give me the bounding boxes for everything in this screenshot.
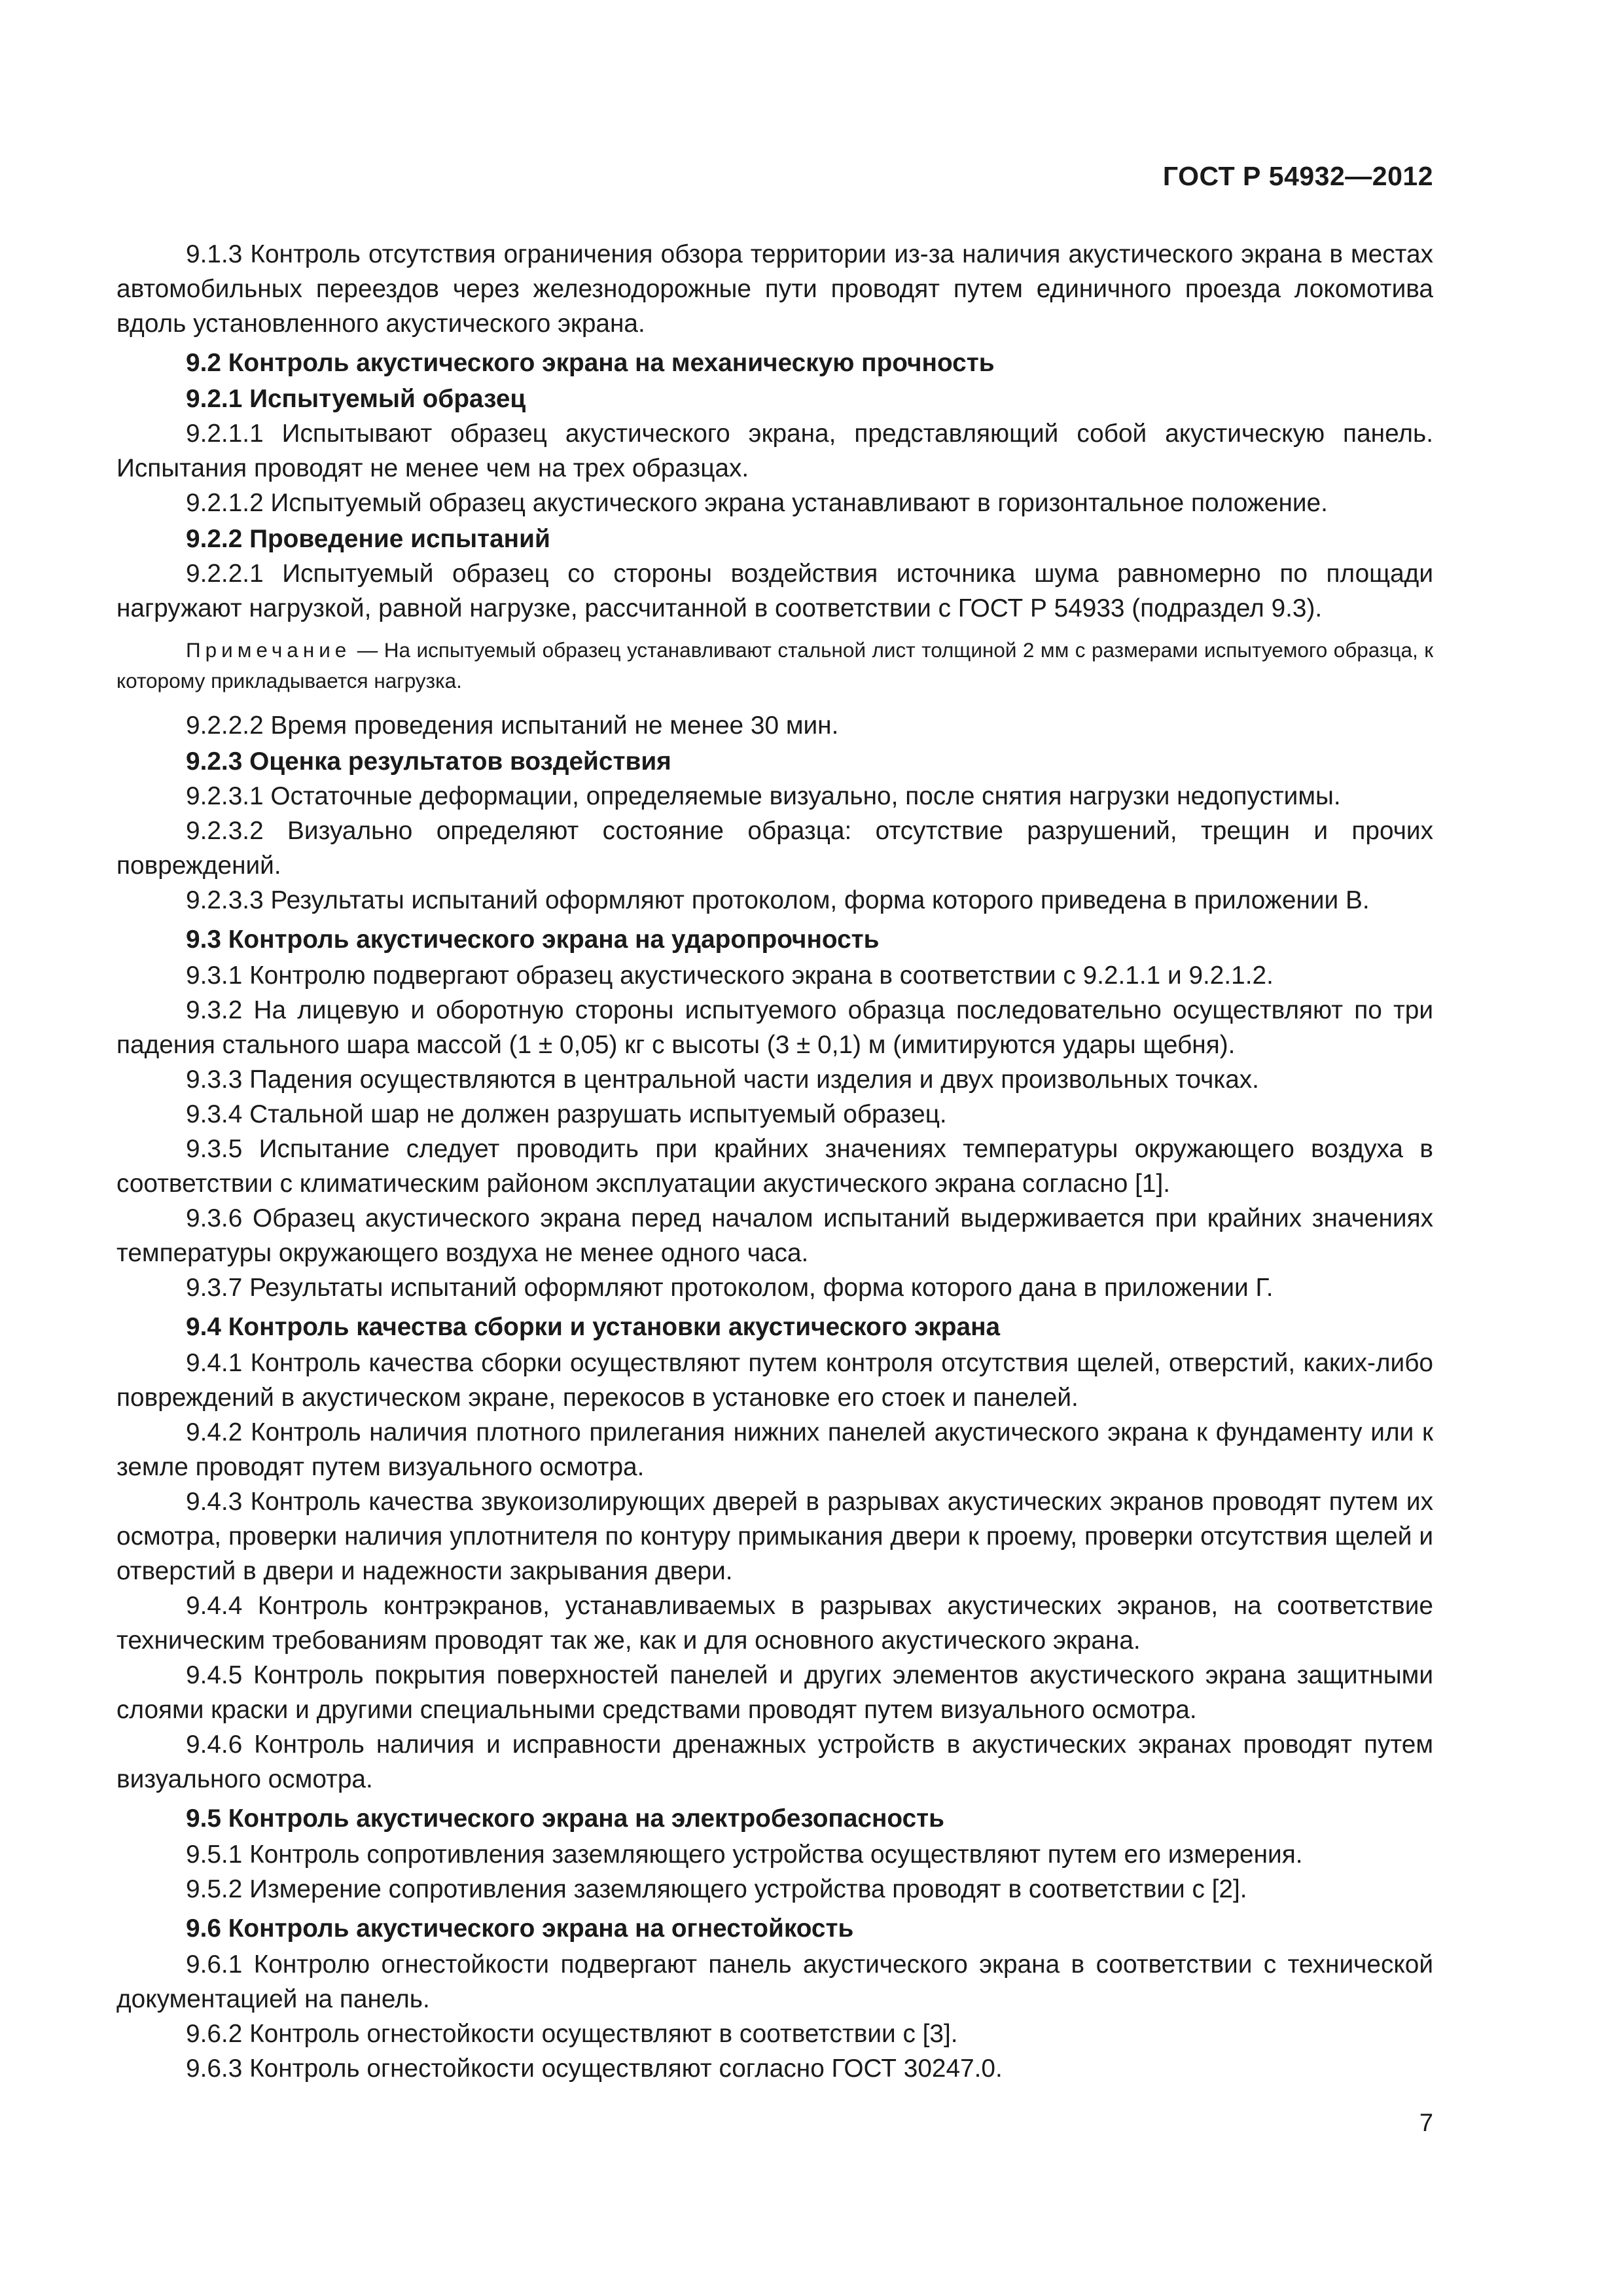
subsection-heading: 9.2.3 Оценка результатов воздействия [186, 747, 671, 776]
paragraph: 9.2.1.1 Испытывают образец акустического экрана, представляющий собой акустическую панель. Испытания проводят не менее чем на трех образцах. [116, 420, 1433, 482]
paragraph: 9.6.1 Контролю огнестойкости подвергают панель акустического экрана в соответствии с технической документацией на панель. [116, 1950, 1433, 2013]
paragraph: 9.3.4 Стальной шар не должен разрушать испытуемый образец. [186, 1100, 947, 1128]
paragraph: 9.3.2 На лицевую и оборотную стороны испытуемого образца последовательно осуществляют по три падения стального шара массой (1 ± 0,05) кг с высоты (3 ± 0,1) м (имитируются удары щебня). [116, 996, 1433, 1059]
paragraph: 9.4.4 Контроль контрэкранов, устанавливаемых в разрывах акустических экранов, на соответствие техническим требованиям проводят так же, как и для основного акустического экрана. [116, 1592, 1433, 1655]
paragraph: 9.3.7 Результаты испытаний оформляют протоколом, форма которого дана в приложении Г. [186, 1274, 1274, 1302]
note-text: — На испытуемый образец устанавливают стальной лист толщиной 2 мм с размерами испытуемого образца, к которому прикладывается нагрузка. [116, 638, 1433, 692]
paragraph: 9.2.3.2 Визуально определяют состояние образца: отсутствие разрушений, трещин и прочих повреждений. [116, 817, 1433, 880]
paragraph: 9.2.3.1 Остаточные деформации, определяемые визуально, после снятия нагрузки недопустимы. [186, 782, 1341, 810]
note-label: Примечание [186, 638, 351, 662]
paragraph: 9.1.3 Контроль отсутствия ограничения обзора территории из-за наличия акустического экрана в местах автомобильных переездов через железнодорожные пути проводят путем единичного проезда локомотива вдоль установленного акустического экрана. [116, 240, 1433, 338]
document-body [116, 237, 1433, 2086]
paragraph: 9.3.5 Испытание следует проводить при крайних значениях температуры окружающего воздуха в соответствии с климатическим районом эксплуатации акустического экрана согласно [1]. [116, 1135, 1433, 1198]
paragraph: 9.2.3.3 Результаты испытаний оформляют протоколом, форма которого приведена в приложении В. [186, 886, 1370, 914]
page-number: 7 [1419, 2109, 1433, 2137]
paragraph: 9.4.3 Контроль качества звукоизолирующих дверей в разрывах акустических экранов проводят путем их осмотра, проверки наличия уплотнителя по контуру примыкания двери к проему, проверки отсутствия щелей и отверстий в двери и надежности закрывания двери. [116, 1488, 1433, 1585]
paragraph: 9.5.2 Измерение сопротивления заземляющего устройства проводят в соответствии с [2]. [186, 1875, 1247, 1903]
paragraph: 9.6.2 Контроль огнестойкости осуществляют в соответствии с [3]. [186, 2020, 958, 2048]
paragraph: 9.3.1 Контролю подвергают образец акустического экрана в соответствии с 9.2.1.1 и 9.2.1.2. [186, 961, 1274, 990]
paragraph: 9.3.6 Образец акустического экрана перед началом испытаний выдерживается при крайних значениях температуры окружающего воздуха не менее одного часа. [116, 1204, 1433, 1267]
paragraph: 9.2.2.2 Время проведения испытаний не менее 30 мин. [186, 711, 839, 740]
section-heading: 9.2 Контроль акустического экрана на механическую прочность [186, 349, 995, 377]
paragraph: 9.4.5 Контроль покрытия поверхностей панелей и других элементов акустического экрана защитными слоями краски и другими специальными средствами проводят путем визуального осмотра. [116, 1661, 1433, 1724]
paragraph: 9.4.1 Контроль качества сборки осуществляют путем контроля отсутствия щелей, отверстий, каких-либо повреждений в акустическом экране, перекосов в установке его стоек и панелей. [116, 1349, 1433, 1412]
paragraph: 9.2.1.2 Испытуемый образец акустического экрана устанавливают в горизонтальное положение. [186, 489, 1328, 517]
document-code: ГОСТ Р 54932—2012 [1162, 161, 1433, 191]
note [116, 635, 1433, 696]
section-heading: 9.3 Контроль акустического экрана на ударопрочность [186, 925, 880, 954]
section-heading: 9.5 Контроль акустического экрана на электробезопасность [186, 1804, 945, 1833]
subsection-heading: 9.2.1 Испытуемый образец [186, 385, 526, 413]
document-page [116, 0, 1433, 2296]
paragraph: 9.4.6 Контроль наличия и исправности дренажных устройств в акустических экранах проводят путем визуального осмотра. [116, 1731, 1433, 1793]
paragraph: 9.4.2 Контроль наличия плотного прилегания нижних панелей акустического экрана к фундаменту или к земле проводят путем визуального осмотра. [116, 1418, 1433, 1481]
paragraph: 9.3.3 Падения осуществляются в центральной части изделия и двух произвольных точках. [186, 1066, 1259, 1094]
paragraph: 9.5.1 Контроль сопротивления заземляющего устройства осуществляют путем его измерения. [186, 1840, 1303, 1869]
section-heading: 9.6 Контроль акустического экрана на огнестойкость [186, 1914, 854, 1943]
subsection-heading: 9.2.2 Проведение испытаний [186, 525, 550, 553]
section-heading: 9.4 Контроль качества сборки и установки акустического экрана [186, 1313, 1001, 1341]
paragraph: 9.2.2.1 Испытуемый образец со стороны воздействия источника шума равномерно по площади нагружают нагрузкой, равной нагрузке, рассчитанной в соответствии с ГОСТ Р 54933 (подраздел 9.3). [116, 560, 1433, 622]
paragraph: 9.6.3 Контроль огнестойкости осуществляют согласно ГОСТ 30247.0. [186, 2054, 1003, 2083]
